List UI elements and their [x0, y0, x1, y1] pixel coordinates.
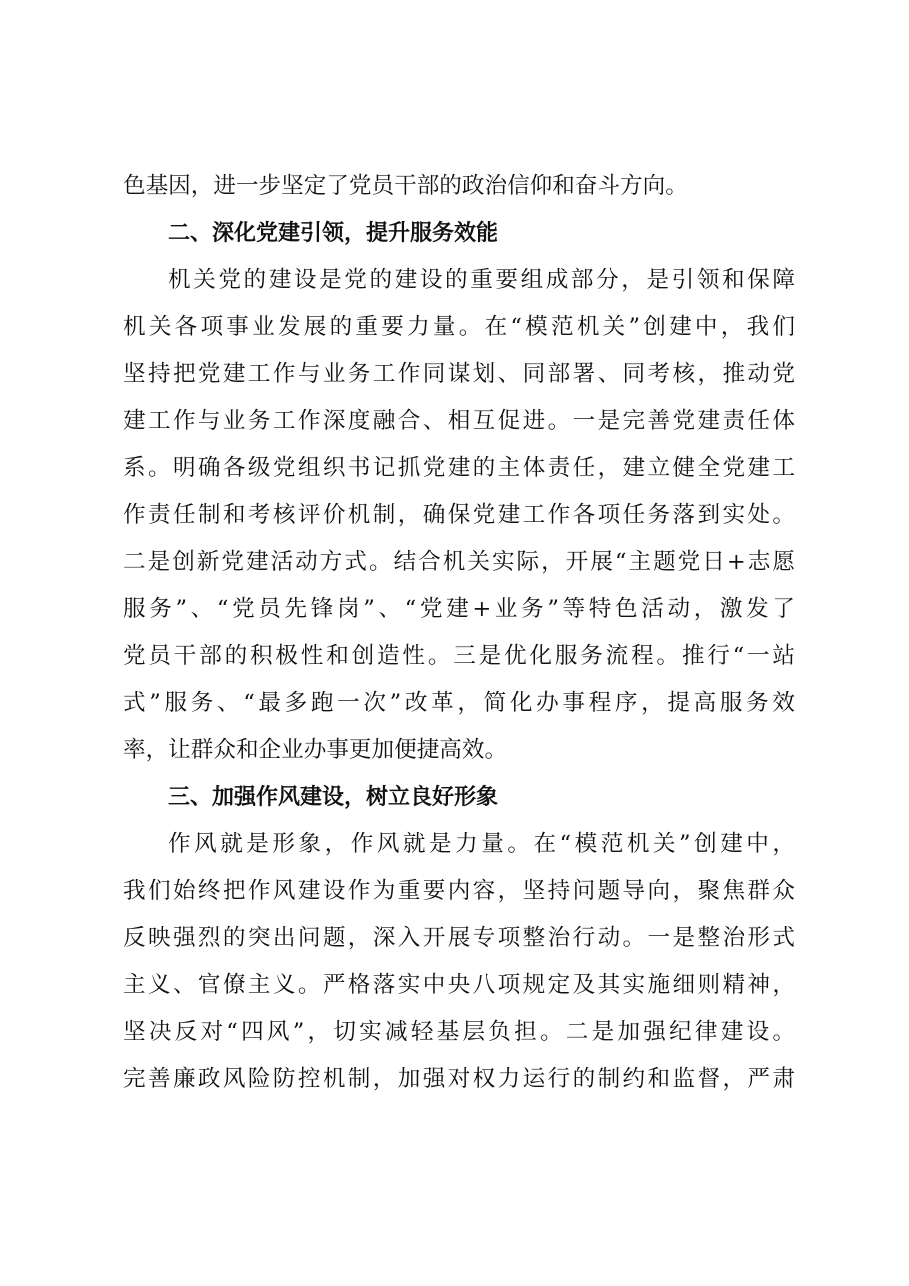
- paragraph-line: 坚决反对“四风”，切实减轻基层负担。二是加强纪律建设。: [123, 1019, 795, 1045]
- paragraph-line: 坚持把党建工作与业务工作同谋划、同部署、同考核，推动党: [123, 361, 795, 387]
- paragraph-line: 色基因，进一步坚定了党员干部的政治信仰和奋斗方向。: [123, 173, 688, 199]
- section-heading: 三、加强作风建设，树立良好形象: [168, 785, 499, 810]
- paragraph-line: 反映强烈的突出问题，深入开展专项整治行动。一是整治形式: [123, 925, 795, 951]
- paragraph-line: 建工作与业务工作深度融合、相互促进。一是完善党建责任体: [123, 408, 795, 434]
- paragraph-line: 二是创新党建活动方式。结合机关实际，开展“主题党日+志愿: [123, 549, 795, 575]
- paragraph-line: 服务”、“党员先锋岗”、“党建+业务”等特色活动，激发了: [123, 596, 795, 622]
- paragraph-line: 率，让群众和企业办事更加便捷高效。: [123, 737, 508, 763]
- document-body: [123, 163, 795, 1103]
- paragraph-line: 我们始终把作风建设作为重要内容，坚持问题导向，聚焦群众: [123, 878, 795, 904]
- paragraph-line: 作风就是形象，作风就是力量。在“模范机关”创建中，: [168, 831, 795, 857]
- paragraph-line: 系。明确各级党组织书记抓党建的主体责任，建立健全党建工: [123, 455, 795, 481]
- paragraph-line: 式”服务、“最多跑一次”改革，简化办事程序，提高服务效: [123, 690, 795, 716]
- paragraph-line: 主义、官僚主义。严格落实中央八项规定及其实施细则精神，: [123, 972, 795, 998]
- paragraph-line: 机关党的建设是党的建设的重要组成部分，是引领和保障: [168, 267, 795, 293]
- paragraph-line: 党员干部的积极性和创造性。三是优化服务流程。推行“一站: [123, 643, 795, 669]
- paragraph-line: 完善廉政风险防控机制，加强对权力运行的制约和监督，严肃: [123, 1066, 795, 1092]
- paragraph-line: 机关各项事业发展的重要力量。在“模范机关”创建中，我们: [123, 314, 795, 340]
- section-heading: 二、深化党建引领，提升服务效能: [168, 221, 499, 246]
- paragraph-line: 作责任制和考核评价机制，确保党建工作各项任务落到实处。: [123, 502, 795, 528]
